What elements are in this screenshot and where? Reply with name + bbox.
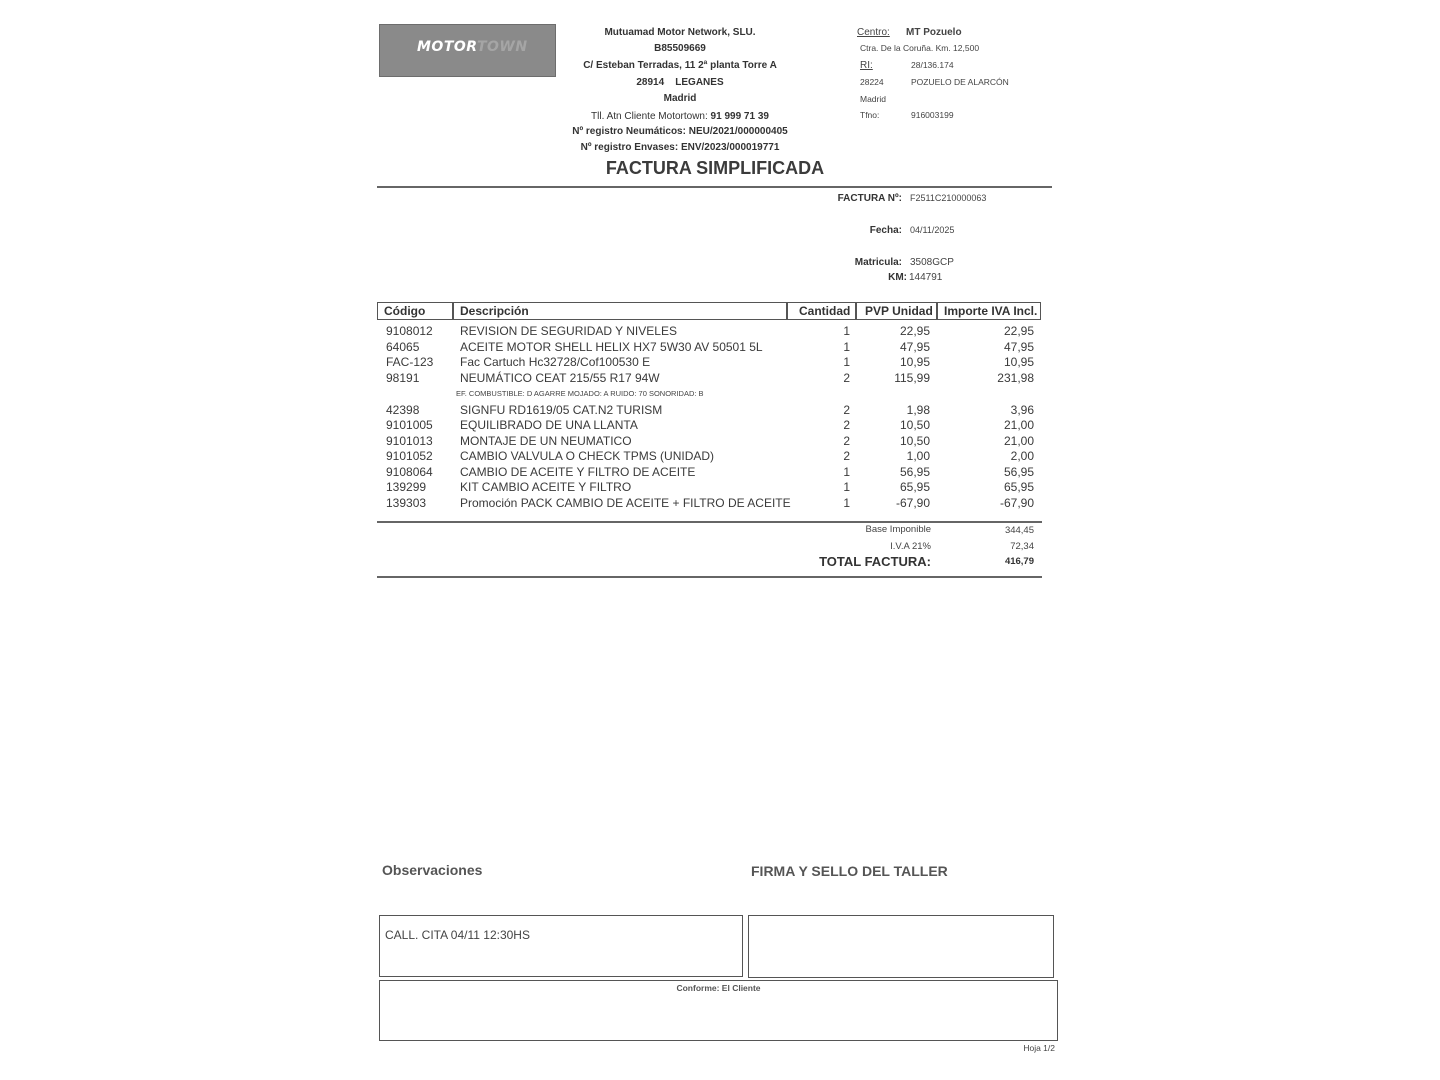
conforme-box: [379, 980, 1058, 1041]
cell-code: 9101052: [386, 449, 433, 463]
base-imponible-value: 344,45: [1004, 525, 1034, 536]
cell-desc: ACEITE MOTOR SHELL HELIX HX7 5W30 AV 50501 5L: [460, 340, 763, 354]
header-divider: [855, 302, 857, 320]
neu-label: Nº registro Neumáticos:: [572, 126, 686, 137]
company-address: C/ Esteban Terradas, 11 2ª planta Torre A: [583, 60, 777, 71]
cell-unit: 65,95: [899, 480, 930, 494]
iva-label: I.V.A 21%: [890, 541, 931, 552]
page-number: Hoja 1/2: [1023, 1043, 1055, 1053]
ri-label: RI:: [860, 60, 873, 71]
cell-unit: 22,95: [899, 324, 930, 338]
cell-code: 42398: [386, 403, 420, 417]
cell-code: 139303: [386, 496, 427, 510]
cell-code: 64065: [386, 340, 420, 354]
base-imponible-label: Base Imponible: [865, 524, 931, 535]
cell-code: 9108012: [386, 324, 433, 338]
ri-value: 28/136.174: [911, 60, 954, 70]
table-row: [0, 496, 1440, 511]
table-row: [0, 403, 1440, 418]
logo-word-town: TOWN: [476, 39, 528, 55]
header-divider: [452, 302, 454, 320]
cell-qty: 1: [843, 340, 850, 354]
company-name: Mutuamad Motor Network, SLU.: [604, 27, 756, 38]
table-row: [0, 355, 1440, 370]
table-row: [0, 418, 1440, 433]
company-env-line: [560, 142, 800, 153]
iva-value: 72,34: [1010, 541, 1034, 552]
cell-qty: 1: [843, 324, 850, 338]
center-province: Madrid: [860, 94, 886, 104]
conforme-label: Conforme: El Cliente: [676, 983, 761, 993]
total-bottom-divider: [377, 576, 1042, 578]
cell-importe: 47,95: [1003, 340, 1034, 354]
totals-divider: [377, 521, 1042, 523]
header-divider: [786, 302, 788, 320]
header-pvp-unidad: PVP Unidad: [865, 304, 933, 318]
matricula-value: 3508GCP: [910, 257, 954, 268]
cell-code: 139299: [386, 480, 427, 494]
cell-unit: 47,95: [899, 340, 930, 354]
cell-desc: CAMBIO DE ACEITE Y FILTRO DE ACEITE: [460, 465, 696, 479]
cell-importe: 231,98: [997, 371, 1034, 385]
cell-desc: KIT CAMBIO ACEITE Y FILTRO: [460, 480, 632, 494]
logo-text: [417, 39, 528, 55]
cell-desc: CAMBIO VALVULA O CHECK TPMS (UNIDAD): [460, 449, 715, 463]
motortown-logo: [379, 24, 556, 77]
logo-word-motor: MOTOR: [417, 39, 477, 55]
cell-qty: 2: [843, 449, 850, 463]
cell-unit: 10,50: [899, 434, 930, 448]
company-cif: B85509669: [654, 43, 706, 54]
table-row: [0, 480, 1440, 495]
cell-importe: 65,95: [1003, 480, 1034, 494]
cell-importe: -67,90: [999, 496, 1034, 510]
cell-desc: MONTAJE DE UN NEUMATICO: [460, 434, 632, 448]
table-row: [0, 324, 1440, 339]
cell-qty: 1: [843, 480, 850, 494]
cell-desc: REVISION DE SEGURIDAD Y NIVELES: [460, 324, 677, 338]
cell-unit: 115,99: [894, 371, 930, 385]
cell-desc: Fac Cartuch Hc32728/Cof100530 E: [460, 355, 651, 369]
cell-qty: 1: [843, 465, 850, 479]
company-province: Madrid: [663, 93, 697, 104]
env-value: ENV/2023/000019771: [680, 142, 780, 153]
document-title: FACTURA SIMPLIFICADA: [605, 158, 825, 178]
cell-desc: EQUILIBRADO DE UNA LLANTA: [460, 418, 638, 432]
centro-label: Centro:: [857, 27, 890, 38]
tfno-value: 916003199: [911, 110, 954, 120]
cell-qty: 2: [843, 434, 850, 448]
table-row: [0, 371, 1440, 386]
observaciones-box: [379, 915, 743, 977]
cell-unit: -67,90: [895, 496, 930, 510]
cell-unit: 56,95: [899, 465, 930, 479]
tyre-label-note: EF. COMBUSTIBLE: D AGARRE MOJADO: A RUIDO: 70 SONORIDAD: B: [456, 389, 704, 398]
cell-code: 9101013: [386, 434, 433, 448]
cell-desc: Promoción PACK CAMBIO DE ACEITE + FILTRO DE ACEITE: [460, 496, 791, 510]
firma-sello-box: [748, 915, 1054, 978]
cell-unit: 10,50: [899, 418, 930, 432]
company-neu-line: [560, 126, 800, 137]
cell-qty: 1: [843, 355, 850, 369]
factura-value: F2511C210000063: [910, 193, 987, 203]
total-factura-value: 416,79: [1004, 556, 1034, 567]
cell-unit: 1,98: [906, 403, 930, 417]
cell-code: 98191: [386, 371, 420, 385]
cell-importe: 22,95: [1003, 324, 1034, 338]
center-city: POZUELO DE ALARCÓN: [911, 77, 1009, 87]
center-postal-code: 28224: [860, 77, 884, 87]
cell-importe: 21,00: [1003, 418, 1034, 432]
centro-value: MT Pozuelo: [906, 27, 962, 38]
observaciones-text: CALL. CITA 04/11 12:30HS: [385, 928, 530, 942]
table-row: [0, 449, 1440, 464]
cell-importe: 10,95: [1003, 355, 1034, 369]
header-codigo: Código: [384, 304, 426, 318]
title-divider: [377, 186, 1052, 188]
env-label: Nº registro Envases:: [580, 142, 679, 153]
cell-qty: 2: [843, 418, 850, 432]
cell-desc: SIGNFU RD1619/05 CAT.N2 TURISM: [460, 403, 663, 417]
cell-desc: NEUMÁTICO CEAT 215/55 R17 94W: [460, 371, 660, 385]
neu-value: NEU/2021/000000405: [688, 126, 788, 137]
cell-code: 9108064: [386, 465, 433, 479]
cell-importe: 2,00: [1010, 449, 1034, 463]
table-row: [0, 434, 1440, 449]
company-phone-line: [560, 111, 800, 122]
firma-heading: FIRMA Y SELLO DEL TALLER: [751, 863, 948, 879]
header-descripcion: Descripción: [460, 304, 529, 318]
center-address: Ctra. De la Coruña. Km. 12,500: [860, 43, 980, 53]
cell-unit: 1,00: [906, 449, 930, 463]
cell-code: FAC-123: [386, 355, 434, 369]
tfno-label: Tfno:: [860, 110, 880, 120]
observaciones-heading: Observaciones: [382, 862, 483, 878]
cell-qty: 1: [843, 496, 850, 510]
header-importe: Importe IVA Incl.: [944, 304, 1038, 318]
header-divider: [936, 302, 938, 320]
fecha-label: Fecha:: [869, 225, 902, 236]
matricula-label: Matricula:: [854, 257, 902, 268]
fecha-value: 04/11/2025: [910, 225, 955, 235]
cell-unit: 10,95: [899, 355, 930, 369]
total-factura-label: TOTAL FACTURA:: [819, 554, 931, 569]
km-label: KM:: [888, 272, 907, 283]
phone-value: 91 999 71 39: [710, 111, 769, 122]
cell-importe: 56,95: [1003, 465, 1034, 479]
factura-label: FACTURA Nº:: [837, 193, 902, 204]
cell-code: 9101005: [386, 418, 433, 432]
header-cantidad: Cantidad: [799, 304, 851, 318]
cell-qty: 2: [843, 371, 850, 385]
table-row: [0, 340, 1440, 355]
km-value: 144791: [909, 272, 943, 283]
cell-importe: 3,96: [1010, 403, 1034, 417]
phone-label: Tll. Atn Cliente Motortown:: [591, 111, 708, 122]
cell-qty: 2: [843, 403, 850, 417]
cell-importe: 21,00: [1003, 434, 1034, 448]
table-row: [0, 465, 1440, 480]
company-postal: 28914 LEGANES: [636, 77, 724, 88]
